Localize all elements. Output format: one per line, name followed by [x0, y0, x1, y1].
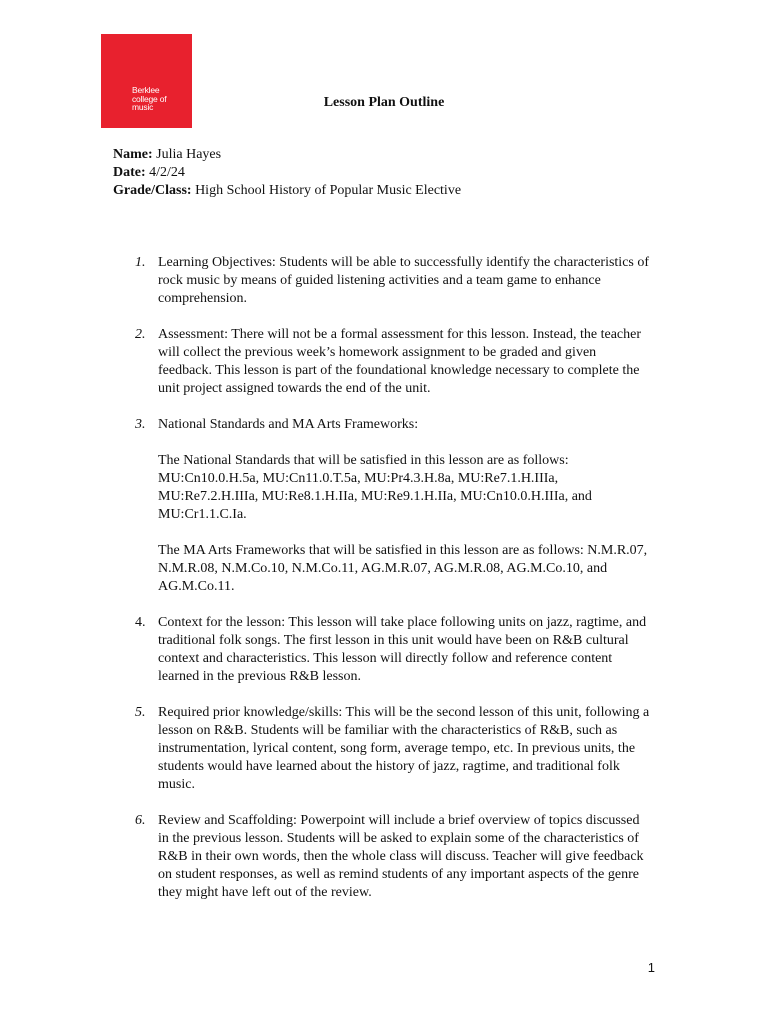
meta-name-row	[113, 146, 461, 164]
item-number: 3.	[135, 417, 146, 432]
item-text: National Standards and MA Arts Frameworks:	[158, 417, 419, 432]
document-title: Lesson Plan Outline	[323, 95, 445, 110]
item-text: Required prior knowledge/skills: This will be the second lesson of this unit, following a lesson on R&B. Students will be familiar with the characteristics of R&B, such as instrumentation, lyrical content, song form, average tempo, etc. In previous units, the students would have learned about the history of jazz, ragtime, and traditional folk music.	[158, 705, 650, 792]
list-item	[113, 704, 653, 794]
name-label: Name:	[113, 147, 153, 162]
outline-list	[113, 254, 653, 920]
item-text: Learning Objectives: Students will be able to successfully identify the characteristics of rock music by means of guided listening activities and a team game to enhance comprehension.	[158, 255, 650, 306]
list-item	[113, 614, 653, 686]
item-number: 6.	[135, 813, 146, 828]
item-text: Context for the lesson: This lesson will take place following units on jazz, ragtime, and traditional folk songs. The first lesson in this unit would have been on R&B cultural context and characteristics. This lesson will directly follow and reference content learned in the previous R&B lesson.	[158, 615, 647, 684]
ma-frameworks-text: The MA Arts Frameworks that will be satisfied in this lesson are as follows: N.M.R.07, N.M.R.08, N.M.Co.10, N.M.Co.11, AG.M.R.07, AG.M.R.08, AG.M.Co.10, and AG.M.Co.11.	[158, 543, 648, 594]
item-text: Review and Scaffolding: Powerpoint will include a brief overview of topics discussed in the previous lesson. Students will be asked to explain some of the characteristics of R&B in their own words, then the whole class will discuss. Teacher will give feedback on student responses, as well as remind students of any important aspects of the genre they might have left out of the review.	[158, 813, 644, 900]
date-value: 4/2/24	[145, 165, 185, 180]
grade-value: High School History of Popular Music Elective	[191, 183, 462, 198]
page-number: 1	[647, 960, 655, 975]
item-number: 1.	[135, 255, 146, 270]
list-item	[113, 812, 653, 902]
name-value: Julia Hayes	[152, 147, 222, 162]
grade-label: Grade/Class:	[113, 183, 192, 198]
national-standards-text: The National Standards that will be satisfied in this lesson are as follows: MU:Cn10.0.H.5a, MU:Cn11.0.T.5a, MU:Pr4.3.H.8a, MU:Re7.1.H.IIIa, MU:Re7.2.H.IIIa, MU:Re8.1.H.IIa, MU:Re9.1.H.IIa, MU:Cn10.0.H.IIIa, and MU:Cr1.1.C.Ia.	[158, 453, 592, 522]
item-number: 4.	[135, 615, 146, 630]
list-item	[113, 326, 653, 398]
logo-line-3: music	[132, 102, 154, 112]
lesson-meta	[113, 146, 461, 200]
logo-line-2: college of	[132, 93, 167, 104]
item-number: 5.	[135, 705, 146, 720]
item-number: 2.	[135, 327, 146, 342]
meta-grade-row	[113, 182, 461, 200]
berklee-logo	[101, 34, 192, 128]
logo-line-1: Berklee	[132, 85, 160, 95]
list-item	[113, 416, 653, 596]
date-label: Date:	[113, 165, 146, 180]
list-item	[113, 254, 653, 308]
item-text: Assessment: There will not be a formal assessment for this lesson. Instead, the teacher will collect the previous week’s homework assignment to be graded and given feedback. This lesson is part of the foundational knowledge necessary to complete the unit project assigned towards the end of the unit.	[158, 327, 642, 396]
meta-date-row	[113, 164, 461, 182]
